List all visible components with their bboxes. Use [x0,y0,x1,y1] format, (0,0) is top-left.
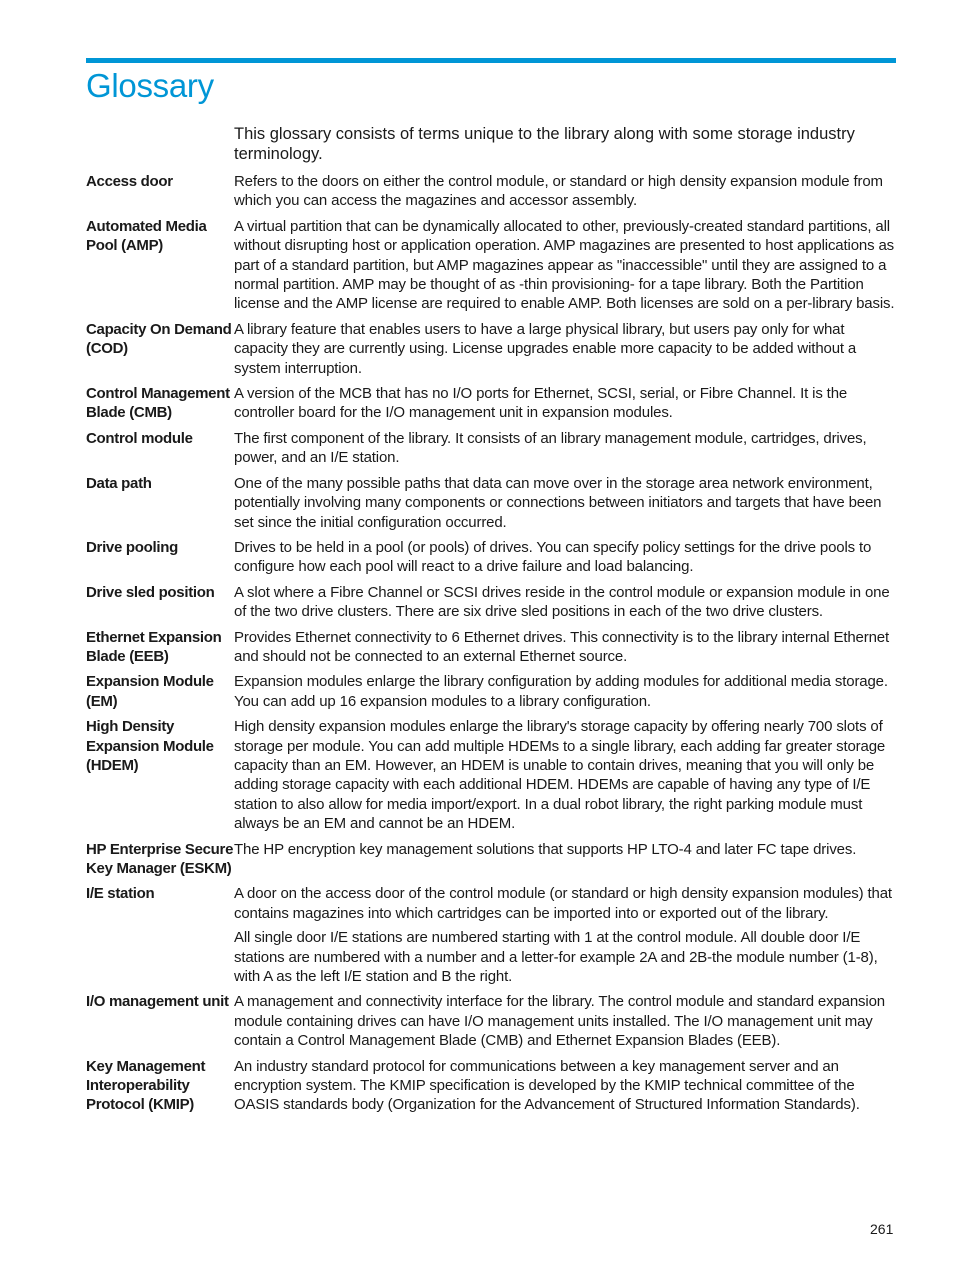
glossary-definition [234,384,898,423]
page-title: Glossary [86,67,214,104]
glossary-definition [234,717,898,833]
glossary-definition [234,840,898,879]
title-rule [86,58,896,63]
glossary-entry [86,628,898,667]
glossary-definition [234,884,898,986]
glossary-definition [234,538,898,577]
glossary-term: Expansion Module (EM) [86,673,214,710]
glossary-term: Control Management Blade (CMB) [86,385,230,422]
glossary-definition [234,429,898,468]
definition-paragraph: A door on the access door of the control module (or standard or high density expansion modules) that contains magazines into which cartridges can be imported into or exported out of the library. [234,885,892,922]
glossary-term: Key Management Interoperability Protocol (KMIP) [86,1057,206,1114]
definition-paragraph: All single door I/E stations are numbered starting with 1 at the control module. All double door I/E stations are numbered with a number and a letter-for example 2A and 2B-the module number (1-8), with A as the left I/E station and B the right. [234,929,878,986]
glossary-definition [234,583,898,622]
glossary-entry [86,583,898,622]
glossary-entry [86,172,898,211]
glossary-definition [234,217,898,314]
glossary-entry [86,1057,898,1115]
definition-paragraph: A slot where a Fibre Channel or SCSI drives reside in the control module or expansion module in one of the two drive clusters. There are six drive sled positions in each of the two drive clusters. [234,583,890,621]
glossary-definition [234,474,898,532]
glossary-entry [86,538,898,577]
glossary-entry [86,320,898,378]
glossary-entry [86,992,898,1050]
glossary-definition [234,992,898,1050]
glossary-definition [234,628,898,667]
glossary-definition [234,1057,898,1115]
definition-paragraph: One of the many possible paths that data can move over in the storage area network environment, potentially involving many components or connections between initiators and targets that have been set since the initial configuration occurred. [234,474,882,531]
glossary-entry [86,384,898,423]
definition-paragraph: Provides Ethernet connectivity to 6 Ethernet drives. This connectivity is to the library internal Ethernet and should not be connected to an external Ethernet source. [234,628,889,665]
definition-paragraph: A library feature that enables users to have a large physical library, but users pay only for what capacity they are currently using. License upgrades enable more capacity to be added without a system interruption. [234,320,857,377]
definition-paragraph: The HP encryption key management solutions that supports HP LTO-4 and later FC tape drives. [234,840,857,858]
definition-paragraph: The first component of the library. It consists of an library management module, cartridges, drives, power, and an I/E station. [234,429,867,467]
glossary-term: Data path [86,474,152,492]
glossary-term: Access door [86,173,173,190]
glossary-intro: This glossary consists of terms unique to the library along with some storage industry terminology. [234,125,855,163]
glossary-term: Drive sled position [86,583,215,601]
glossary-term: Control module [86,429,193,447]
definition-paragraph: A virtual partition that can be dynamically allocated to other, previously-created standard partitions, all without disrupting host or application operation. AMP magazines are presented to host applications as part of a standard partition, but AMP magazines appear as "inaccessible" until they are assigned to a normal partition. AMP may be thought of as -thin provisioning- for a tape library. Both the Partition license and the AMP license are required to enable AMP. Both licenses are sold on a per-library basis. [234,217,895,313]
glossary-definition [234,672,898,711]
glossary-entry [86,884,898,986]
glossary-term: Ethernet Expansion Blade (EEB) [86,628,222,665]
glossary-entry [86,717,898,833]
glossary-term: Capacity On Demand (COD) [86,320,232,358]
glossary-term: High Density Expansion Module (HDEM) [86,718,214,774]
glossary-list [86,172,898,1121]
definition-paragraph: Expansion modules enlarge the library configuration by adding modules for additional media storage. You can add up 16 expansion modules to a library configuration. [234,673,888,710]
glossary-term: I/O management unit [86,993,229,1011]
glossary-entry [86,474,898,532]
glossary-entry [86,429,898,468]
definition-paragraph: A version of the MCB that has no I/O ports for Ethernet, SCSI, serial, or Fibre Channel. It is the controller board for the I/O management unit in expansion modules. [234,385,848,422]
glossary-entry [86,840,898,879]
glossary-entry [86,217,898,314]
glossary-entry [86,672,898,711]
glossary-term: I/E station [86,885,155,903]
definition-paragraph: Drives to be held in a pool (or pools) of drives. You can specify policy settings for the drive pools to configure how each pool will react to a drive failure and load balancing. [234,538,872,576]
glossary-definition [234,172,898,211]
glossary-term: Automated Media Pool (AMP) [86,217,207,255]
glossary-definition [234,320,898,378]
definition-paragraph: Refers to the doors on either the control module, or standard or high density expansion module from which you can access the magazines and accessor assembly. [234,173,883,210]
definition-paragraph: An industry standard protocol for communications between a key management server and an encryption system. The KMIP specification is developed by the KMIP technical committee of the OASIS standards body (Organization for the Advancement of Structured Information Standards). [234,1057,860,1114]
glossary-term: HP Enterprise Secure Key Manager (ESKM) [86,840,234,877]
page-number: 261 [870,1221,894,1237]
definition-paragraph: High density expansion modules enlarge the library's storage capacity by offering nearly 700 slots of storage per module. You can add multiple HDEMs to a single library, each adding far greater storage capacity than an EM. However, an HDEM is unable to contain drives, meaning that you will only be adding storage capacity with each additional HDEM. HDEMs are capable of having any type of I/E station to also allow for media import/export. In a dual robot library, the right parking module must always be an EM and cannot be an HDEM. [234,718,886,833]
glossary-term: Drive pooling [86,538,178,556]
definition-paragraph: A management and connectivity interface for the library. The control module and standard expansion module containing drives can have I/O management units installed. The I/O management unit may contain a Control Management Blade (CMB) and Ethernet Expansion Blades (EEB). [234,993,885,1050]
